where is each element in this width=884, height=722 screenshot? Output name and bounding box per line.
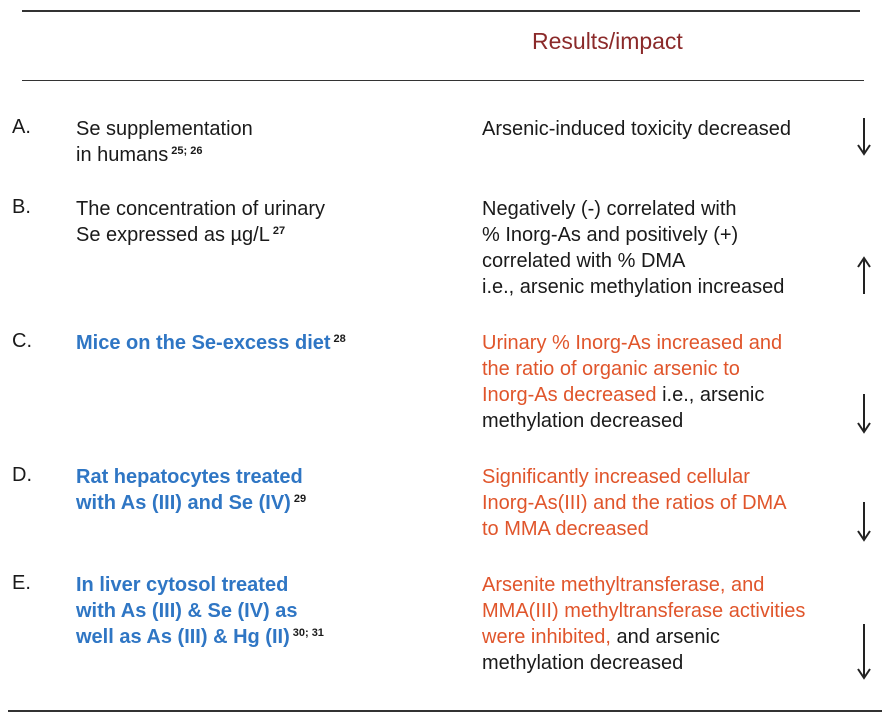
row-letter: A. xyxy=(12,116,31,138)
reference-superscript: 29 xyxy=(293,493,307,505)
row-result: Negatively (-) correlated with % Inorg-As and positively (+) correlated with % DMA i.e., arsenic methylation increased xyxy=(482,198,785,298)
row-result: Arsenite methyltransferase, and MMA(III) methyltransferase activities were inhibited, and arsenic methylation decreased xyxy=(482,574,806,674)
row-result: Urinary % Inorg-As increased and the ratio of organic arsenic to Inorg-As decreased i.e., arsenic methylation decreased xyxy=(482,332,783,432)
header-rule xyxy=(22,80,864,81)
row-result: Significantly increased cellular Inorg-As(III) and the ratios of DMA to MMA decreased xyxy=(482,466,787,540)
row-result: Arsenic-induced toxicity decreased xyxy=(482,118,792,140)
down-arrow-icon xyxy=(856,118,872,156)
row-description: Mice on the Se-excess diet $^{28}$ xyxy=(76,332,346,354)
reference-superscript: 28 xyxy=(333,333,346,345)
row-letter: E. xyxy=(12,572,31,594)
top-rule xyxy=(22,10,860,12)
reference-superscript: 30; 31 xyxy=(292,627,324,639)
row-description: Rat hepatocytes treated with As (III) and Se (IV) $^{29}$ xyxy=(76,466,307,514)
down-arrow-icon xyxy=(856,394,872,434)
up-arrow-icon xyxy=(856,256,872,294)
row-description: In liver cytosol treated with As (III) & Se (IV) as well as As (III) & Hg (II) $^{30; 31}$ xyxy=(76,574,324,648)
reference-superscript: 25; 26 xyxy=(171,145,203,157)
down-arrow-icon xyxy=(856,624,872,680)
reference-superscript: 27 xyxy=(272,225,286,237)
row-letter: B. xyxy=(12,196,31,218)
down-arrow-icon xyxy=(856,502,872,542)
results-impact-header: Results/impact xyxy=(532,28,683,54)
row-letter: D. xyxy=(12,464,32,486)
row-letter: C. xyxy=(12,330,32,352)
row-description: Se supplementation in humans $^{25; 26}$ xyxy=(76,118,253,166)
row-description: The concentration of urinary Se expressed as µg/L $^{27}$ xyxy=(76,198,326,246)
bottom-rule xyxy=(8,710,882,712)
